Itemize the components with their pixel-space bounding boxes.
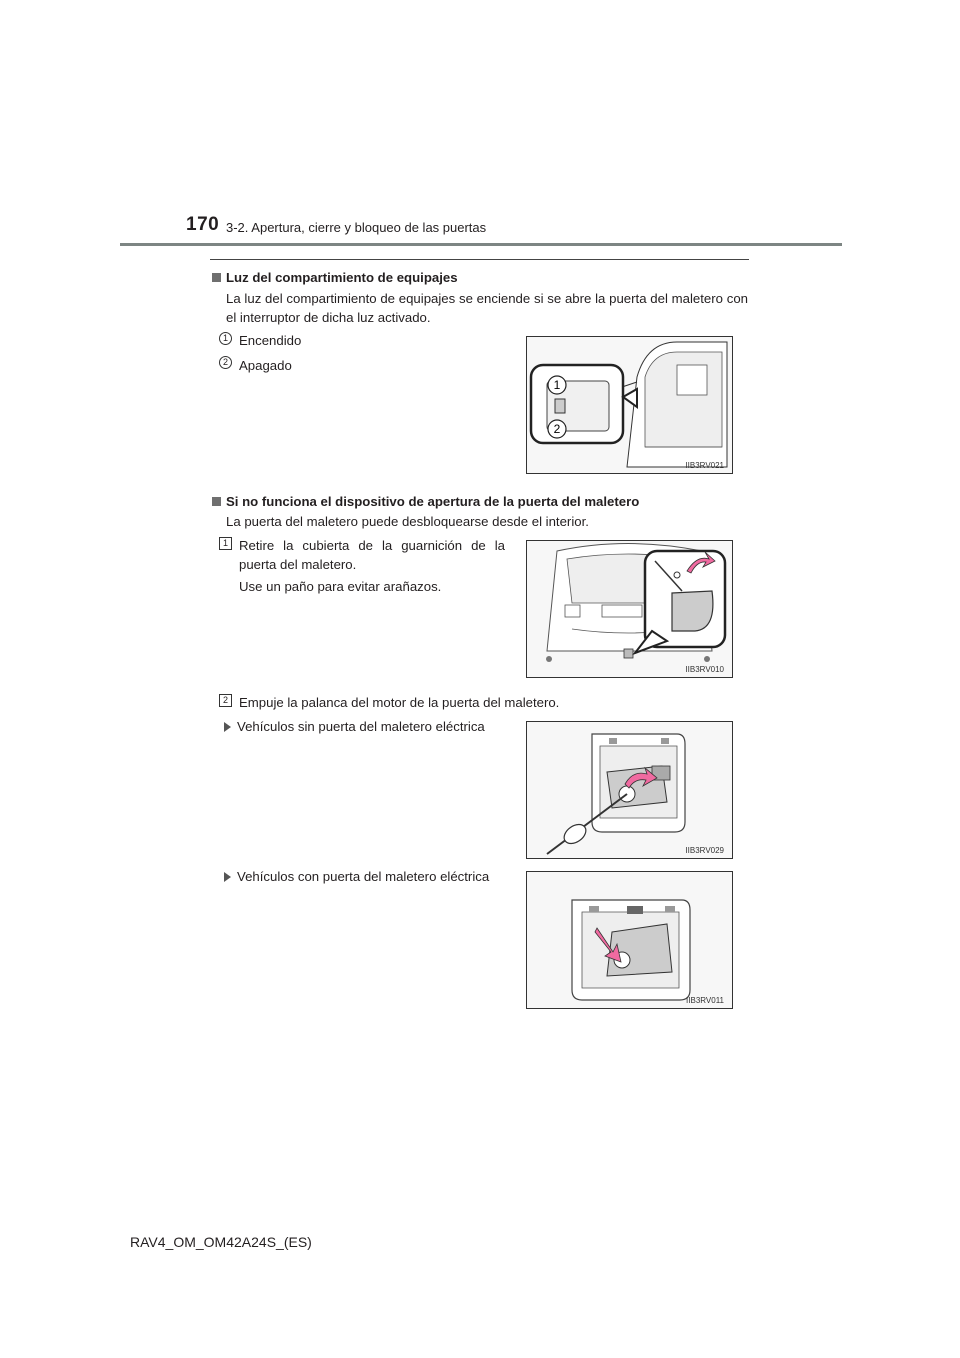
page-number: 170	[186, 214, 220, 235]
figure-trim-cover	[526, 540, 733, 678]
triangle-bullet-icon	[224, 722, 231, 732]
variant-a-text: Vehículos sin puerta del maletero eléctrica	[237, 719, 485, 734]
apertura-paragraph: La puerta del maletero puede desbloquearse desde el interior.	[226, 514, 589, 529]
variant-a-label	[224, 717, 485, 736]
figure-code: IIB3RV029	[685, 846, 724, 855]
figure-code: IIB3RV021	[685, 461, 724, 470]
figure-code: IIB3RV010	[685, 665, 724, 674]
step1-text: Retire la cubierta de la guarnición de la puerta del maletero.	[239, 538, 505, 572]
section-divider	[210, 259, 749, 260]
tailgate-interior-illustration	[527, 541, 732, 677]
manual-tailgate-lever-illustration	[527, 722, 732, 858]
variant-b-label	[224, 867, 489, 886]
step-number-1: 1	[219, 537, 232, 550]
luggage-light-illustration	[527, 337, 732, 473]
item-number-2: 2	[219, 356, 232, 369]
step1-note: Use un paño para evitar arañazos.	[239, 579, 442, 594]
figure-lever-electric	[526, 871, 733, 1009]
item-number-1: 1	[219, 332, 232, 345]
heading-luz-text: Luz del compartimiento de equipajes	[226, 270, 458, 285]
triangle-bullet-icon	[224, 872, 231, 882]
svg-text:1: 1	[553, 378, 561, 392]
heading-luz	[212, 270, 458, 285]
electric-tailgate-lever-illustration	[527, 872, 732, 1008]
step-number-2: 2	[219, 694, 232, 707]
header-rule	[120, 243, 842, 246]
square-bullet-icon	[212, 497, 221, 506]
item-label-encendido: Encendido	[239, 333, 302, 348]
heading-apertura-text: Si no funciona el dispositivo de apertura de la puerta del maletero	[226, 494, 640, 509]
svg-text:2: 2	[553, 422, 561, 436]
section-title: 3-2. Apertura, cierre y bloqueo de las puertas	[226, 220, 487, 235]
figure-luggage-light-switch	[526, 336, 733, 474]
square-bullet-icon	[212, 273, 221, 282]
step2-text: Empuje la palanca del motor de la puerta del maletero.	[239, 695, 560, 710]
variant-b-text: Vehículos con puerta del maletero eléctrica	[237, 869, 490, 884]
footer-model-code: RAV4_OM_OM42A24S_(ES)	[130, 1234, 312, 1250]
heading-apertura	[212, 494, 639, 509]
figure-code: IIB3RV011	[686, 996, 724, 1005]
luz-paragraph: La luz del compartimiento de equipajes se enciende si se abre la puerta del maletero con el interruptor de dicha luz activado.	[226, 291, 748, 325]
figure-lever-manual	[526, 721, 733, 859]
item-label-apagado: Apagado	[239, 358, 292, 373]
